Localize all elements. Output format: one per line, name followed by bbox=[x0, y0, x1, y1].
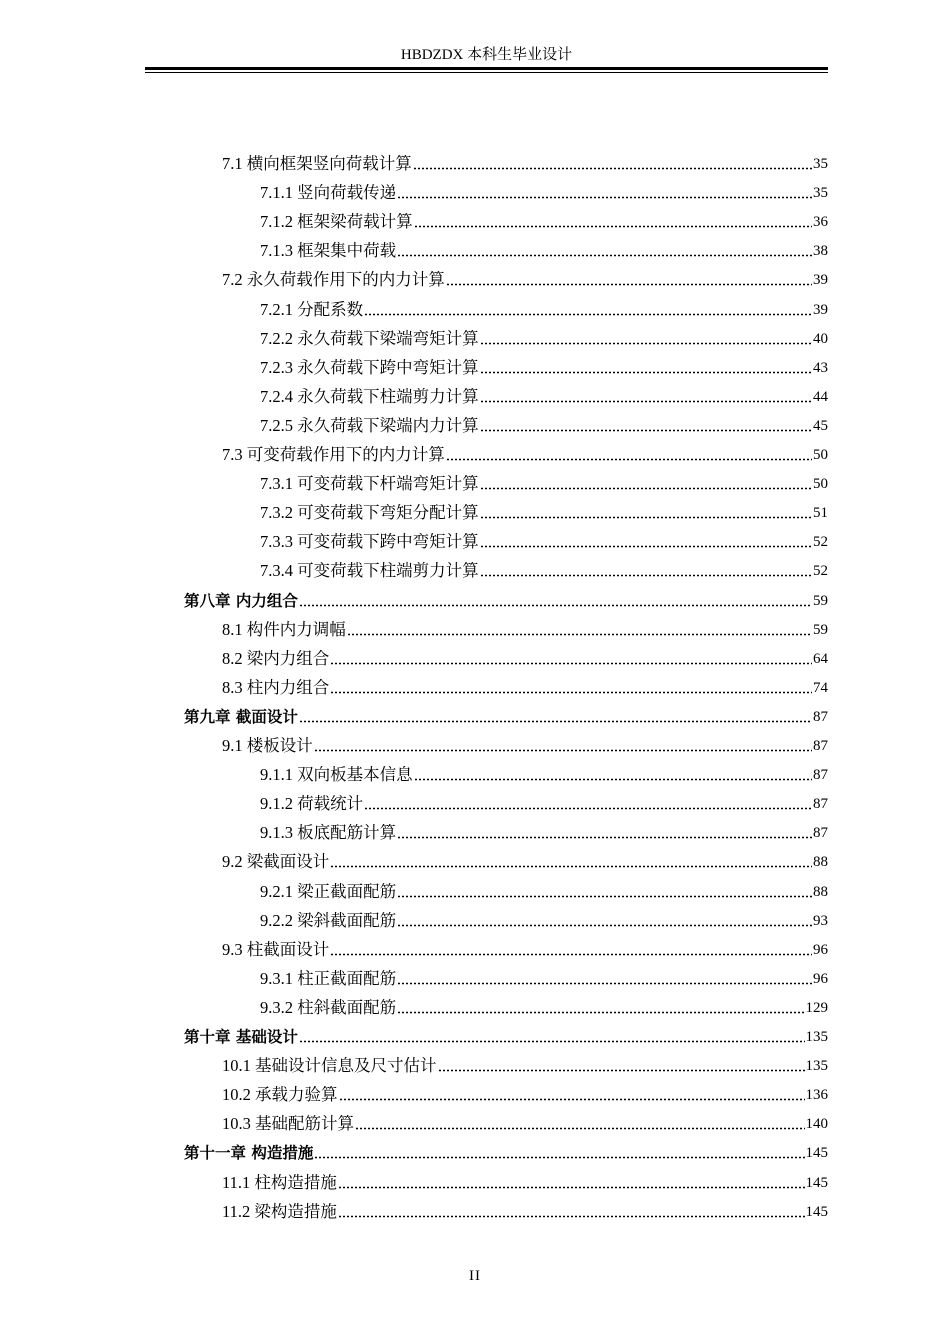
toc-entry[interactable] bbox=[260, 997, 828, 1019]
toc-entry[interactable] bbox=[260, 881, 828, 903]
toc-entry-page: 87 bbox=[813, 825, 828, 842]
toc-entry-title: 7.2.2 永久荷载下梁端弯矩计算 bbox=[260, 328, 479, 348]
toc-entry-title: 9.3 柱截面设计 bbox=[222, 939, 330, 959]
toc-entry[interactable] bbox=[260, 793, 828, 815]
toc-leader-dots bbox=[330, 865, 812, 868]
toc-leader-dots bbox=[314, 749, 812, 752]
toc-leader-dots bbox=[414, 225, 812, 228]
toc-entry-title: 7.1.1 竖向荷载传递 bbox=[260, 183, 397, 203]
toc-entry[interactable] bbox=[222, 619, 828, 641]
toc-leader-dots bbox=[397, 982, 812, 985]
toc-entry-page: 35 bbox=[813, 156, 828, 172]
toc-entry-title: 7.2.1 分配系数 bbox=[260, 299, 364, 319]
toc-entry-page: 52 bbox=[813, 563, 828, 580]
toc-entry-title: 第九章 截面设计 bbox=[184, 707, 298, 726]
toc-entry-page: 88 bbox=[813, 883, 828, 900]
toc-leader-dots bbox=[413, 167, 812, 170]
toc-leader-dots bbox=[446, 283, 812, 286]
toc-leader-dots bbox=[338, 1215, 805, 1218]
toc-entry[interactable] bbox=[222, 1055, 828, 1077]
toc-entry[interactable] bbox=[222, 1172, 828, 1194]
page-number: II bbox=[469, 1268, 481, 1284]
toc-entry-page: 87 bbox=[813, 708, 828, 725]
toc-entry[interactable] bbox=[222, 444, 828, 466]
toc-entry-page: 129 bbox=[805, 999, 828, 1016]
toc-leader-dots bbox=[480, 342, 812, 345]
toc-entry-page: 88 bbox=[813, 854, 828, 871]
toc-entry[interactable] bbox=[260, 968, 828, 990]
toc-leader-dots bbox=[330, 953, 812, 956]
toc-entry[interactable] bbox=[260, 386, 828, 408]
toc-leader-dots bbox=[314, 1156, 804, 1159]
toc-entry[interactable] bbox=[260, 299, 828, 321]
toc-entry[interactable] bbox=[222, 269, 828, 291]
toc-leader-dots bbox=[355, 1127, 805, 1130]
toc-entry-page: 140 bbox=[805, 1116, 828, 1133]
toc-entry-page: 50 bbox=[813, 476, 828, 493]
toc-entry-page: 87 bbox=[813, 738, 828, 754]
toc-entry-title: 7.1 横向框架竖向荷载计算 bbox=[222, 154, 412, 173]
toc-entry[interactable] bbox=[260, 240, 828, 262]
toc-entry-title: 7.2.4 永久荷载下柱端剪力计算 bbox=[260, 386, 479, 406]
toc-entry-title: 9.1.2 荷载统计 bbox=[260, 794, 364, 814]
header-rule-thick bbox=[145, 67, 828, 70]
toc-leader-dots bbox=[438, 1069, 805, 1072]
toc-entry[interactable] bbox=[222, 1201, 828, 1223]
toc-leader-dots bbox=[299, 1040, 805, 1043]
toc-entry[interactable] bbox=[184, 590, 828, 612]
toc-entry[interactable] bbox=[260, 822, 828, 844]
toc-entry-title: 7.1.3 框架集中荷载 bbox=[260, 241, 397, 261]
toc-entry[interactable] bbox=[260, 473, 828, 495]
page-header: HBDZDX 本科生毕业设计 bbox=[400, 47, 573, 63]
toc-entry[interactable] bbox=[260, 182, 828, 204]
toc-leader-dots bbox=[364, 313, 812, 316]
toc-leader-dots bbox=[397, 836, 812, 839]
toc-entry[interactable] bbox=[222, 153, 828, 175]
toc-entry-title: 9.2 梁截面设计 bbox=[222, 852, 330, 872]
toc-leader-dots bbox=[480, 487, 812, 490]
toc-entry-page: 135 bbox=[805, 1058, 828, 1075]
toc-entry-title: 8.3 柱内力组合 bbox=[222, 677, 330, 697]
toc-entry-title: 7.3.1 可变荷载下杆端弯矩计算 bbox=[260, 474, 479, 494]
toc-entry-title: 9.2.1 梁正截面配筋 bbox=[260, 881, 397, 901]
header-rule-thin bbox=[145, 72, 828, 73]
toc-entry[interactable] bbox=[260, 502, 828, 524]
toc-leader-dots bbox=[339, 1098, 805, 1101]
toc-entry[interactable] bbox=[184, 706, 828, 728]
toc-entry-page: 40 bbox=[813, 330, 828, 347]
toc-leader-dots bbox=[397, 254, 812, 257]
toc-entry-title: 7.3.3 可变荷载下跨中弯矩计算 bbox=[260, 532, 479, 552]
toc-entry[interactable] bbox=[222, 1113, 828, 1135]
toc-leader-dots bbox=[299, 720, 812, 723]
toc-entry[interactable] bbox=[184, 1026, 828, 1048]
toc-leader-dots bbox=[338, 1186, 805, 1189]
toc-leader-dots bbox=[364, 807, 812, 810]
toc-leader-dots bbox=[414, 778, 812, 781]
toc-leader-dots bbox=[480, 574, 812, 577]
toc-entry-title: 7.3 可变荷载作用下的内力计算 bbox=[222, 445, 445, 464]
toc-leader-dots bbox=[480, 516, 812, 519]
toc-entry-page: 145 bbox=[805, 1145, 828, 1162]
toc-entry-page: 96 bbox=[813, 941, 828, 958]
toc-entry-title: 11.2 梁构造措施 bbox=[222, 1201, 337, 1221]
toc-entry[interactable] bbox=[260, 415, 828, 437]
toc-leader-dots bbox=[347, 633, 812, 636]
toc-entry[interactable] bbox=[222, 735, 828, 757]
toc-entry-title: 9.1.3 板底配筋计算 bbox=[260, 823, 397, 843]
toc-entry-page: 87 bbox=[813, 767, 828, 784]
toc-entry-page: 35 bbox=[813, 185, 828, 202]
toc-entry-page: 50 bbox=[813, 447, 828, 463]
toc-entry-title: 第十一章 构造措施 bbox=[184, 1144, 314, 1163]
toc-entry[interactable] bbox=[260, 560, 828, 582]
toc-entry-page: 136 bbox=[805, 1087, 828, 1104]
toc-leader-dots bbox=[397, 196, 812, 199]
toc-leader-dots bbox=[330, 691, 812, 694]
toc-entry-page: 52 bbox=[813, 534, 828, 551]
toc-entry-page: 145 bbox=[805, 1174, 828, 1191]
toc-entry[interactable] bbox=[260, 910, 828, 932]
toc-entry-title: 10.3 基础配筋计算 bbox=[222, 1114, 354, 1134]
toc-leader-dots bbox=[480, 429, 812, 432]
toc-leader-dots bbox=[330, 662, 812, 665]
toc-entry[interactable] bbox=[184, 1142, 828, 1164]
toc-entry-page: 87 bbox=[813, 796, 828, 813]
toc-leader-dots bbox=[299, 604, 812, 607]
toc-entry-title: 8.1 构件内力调幅 bbox=[222, 619, 346, 639]
toc-entry-page: 44 bbox=[813, 388, 828, 405]
toc-entry[interactable] bbox=[260, 764, 828, 786]
toc-entry-page: 45 bbox=[813, 417, 828, 434]
toc-entry-page: 145 bbox=[805, 1203, 828, 1220]
toc-leader-dots bbox=[397, 924, 812, 927]
toc-entry-page: 64 bbox=[813, 650, 828, 667]
toc-leader-dots bbox=[480, 545, 812, 548]
toc-entry-title: 11.1 柱构造措施 bbox=[222, 1172, 337, 1192]
toc-entry-title: 9.1.1 双向板基本信息 bbox=[260, 765, 413, 785]
toc-entry-title: 9.1 楼板设计 bbox=[222, 736, 313, 755]
toc-entry-page: 39 bbox=[813, 301, 828, 318]
toc-entry-title: 第八章 内力组合 bbox=[184, 591, 298, 610]
toc-entry[interactable] bbox=[260, 211, 828, 233]
toc-entry[interactable] bbox=[260, 531, 828, 553]
toc-entry-title: 10.2 承载力验算 bbox=[222, 1085, 338, 1105]
toc-entry-page: 51 bbox=[813, 505, 828, 522]
toc-entry-title: 9.3.2 柱斜截面配筋 bbox=[260, 997, 397, 1017]
toc-entry[interactable] bbox=[222, 939, 828, 961]
toc-entry-page: 59 bbox=[813, 621, 828, 638]
toc-entry-title: 10.1 基础设计信息及尺寸估计 bbox=[222, 1056, 437, 1076]
toc-entry-page: 43 bbox=[813, 359, 828, 376]
toc-entry-title: 7.2.5 永久荷载下梁端内力计算 bbox=[260, 415, 479, 435]
toc-entry-title: 7.2 永久荷载作用下的内力计算 bbox=[222, 270, 445, 290]
toc-entry-page: 93 bbox=[813, 912, 828, 929]
toc-entry-title: 9.3.1 柱正截面配筋 bbox=[260, 968, 397, 988]
toc-entry-title: 第十章 基础设计 bbox=[184, 1028, 298, 1046]
toc-leader-dots bbox=[480, 400, 812, 403]
toc-entry[interactable] bbox=[222, 648, 828, 670]
toc-leader-dots bbox=[446, 458, 812, 461]
toc-entry-page: 96 bbox=[813, 970, 828, 987]
toc-leader-dots bbox=[397, 1011, 804, 1014]
toc-entry-title: 9.2.2 梁斜截面配筋 bbox=[260, 910, 397, 930]
toc-entry-title: 7.2.3 永久荷载下跨中弯矩计算 bbox=[260, 357, 479, 377]
toc-entry[interactable] bbox=[222, 851, 828, 873]
toc-entry-page: 39 bbox=[813, 272, 828, 289]
toc-entry-page: 135 bbox=[805, 1029, 828, 1045]
toc-entry-title: 7.3.4 可变荷载下柱端剪力计算 bbox=[260, 561, 479, 581]
toc-leader-dots bbox=[480, 371, 812, 374]
toc-entry-page: 59 bbox=[813, 592, 828, 609]
toc-entry-page: 36 bbox=[813, 214, 828, 231]
toc-entry[interactable] bbox=[222, 677, 828, 699]
toc-entry-title: 8.2 梁内力组合 bbox=[222, 648, 330, 668]
toc-entry-title: 7.1.2 框架梁荷载计算 bbox=[260, 212, 413, 232]
toc-entry[interactable] bbox=[260, 328, 828, 350]
toc-entry[interactable] bbox=[222, 1084, 828, 1106]
toc-leader-dots bbox=[397, 895, 812, 898]
toc-entry-page: 38 bbox=[813, 243, 828, 260]
toc-entry-title: 7.3.2 可变荷载下弯矩分配计算 bbox=[260, 503, 479, 523]
toc-entry[interactable] bbox=[260, 357, 828, 379]
toc-entry-page: 74 bbox=[813, 679, 828, 696]
